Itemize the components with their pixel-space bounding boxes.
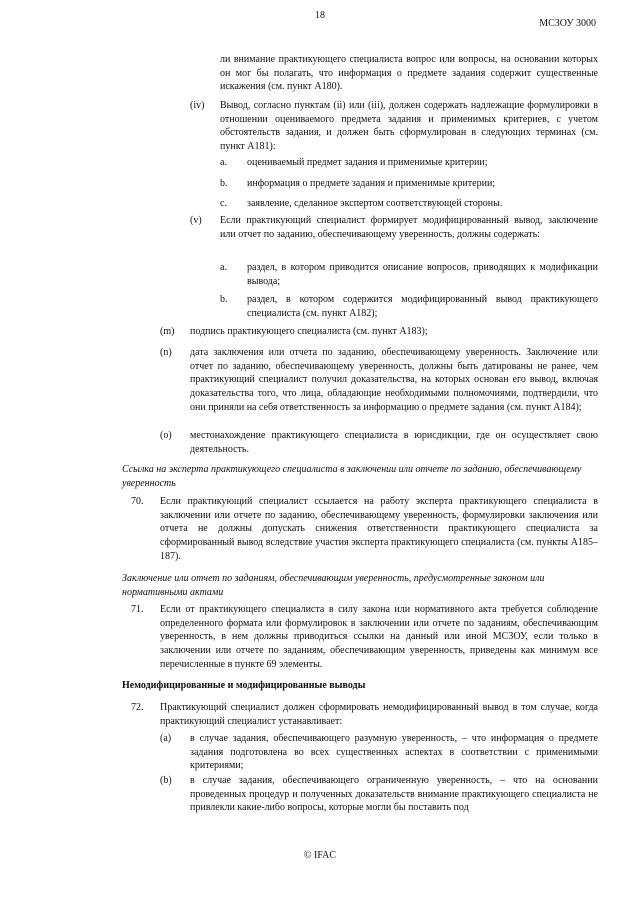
paragraph-70-label: 70. [131, 496, 144, 507]
item-iv-a-text: оцениваемый предмет задания и применимые критерии; [247, 157, 488, 168]
item-v-a-label: a. [220, 262, 227, 273]
paragraph-72b-text: в случае задания, обеспечивающего ограниченную уверенность, – что на основании проведенных процедур и полученных доказательств внимание практикующего специалиста не привлекли какие-либо вопросы, которые могли бы поставить под [190, 775, 598, 814]
item-v-b-label: b. [220, 294, 228, 305]
paragraph-72-label: 72. [131, 702, 144, 713]
section-heading-conclusions: Немодифицированные и модифицированные выводы [122, 680, 366, 691]
item-iv-a-label: a. [220, 157, 227, 168]
continuation-paragraph: ли внимание практикующего специалиста вопрос или вопросы, на основании которых он мог бы полагать, что информация о предмете задания содержит существенные искажения (см. пункт A180). [220, 54, 598, 93]
item-o-text: местонахождение практикующего специалиста в юрисдикции, где он осуществляет свою деятельность. [190, 430, 598, 455]
paragraph-72b-label: (b) [160, 775, 172, 786]
item-iv-c-text: заявление, сделанное экспертом соответствующей стороны. [247, 198, 503, 209]
paragraph-70-text: Если практикующий специалист ссылается на работу эксперта практикующего специалиста в заключении или отчете по заданию, обеспечивающему уверенность, формулировки заключения или отчета не должны допускать снижения ответственности практикующего специалиста за сформированный вывод вследствие участия эксперта практикующего специалиста (см. пункты A185–187). [160, 496, 598, 562]
page-number: 18 [315, 10, 325, 21]
item-v-text: Если практикующий специалист формирует модифицированный вывод, заключение или отчет по заданию, обеспечивающему уверенность, должны содержать: [220, 215, 598, 240]
item-m-text: подпись практикующего специалиста (см. пункт A183); [190, 326, 428, 337]
item-iv-label: (iv) [190, 100, 205, 111]
item-v-b-text: раздел, в котором содержится модифицированный вывод практикующего специалиста (см. пункт A182); [247, 294, 598, 319]
document-code: МСЗОУ 3000 [539, 18, 596, 29]
item-iv-b-text: информация о предмете задания и применимые критерии; [247, 178, 496, 189]
section-heading-regulatory-reports: Заключение или отчет по заданиям, обеспечивающим уверенность, предусмотренные законом или нормативными актами [122, 573, 545, 598]
paragraph-72-text: Практикующий специалист должен сформировать немодифицированный вывод в том случае, когда практикующий специалист устанавливает: [160, 702, 598, 727]
paragraph-72a-text: в случае задания, обеспечивающего разумную уверенность, – что информация о предмете задания подготовлена во всех существенных аспектах в соответствии с применимыми критериями; [190, 733, 598, 772]
footer-copyright: © IFAC [303, 850, 337, 861]
item-iv-b-label: b. [220, 178, 228, 189]
item-iv-c-label: c. [220, 198, 227, 209]
paragraph-71-text: Если от практикующего специалиста в силу закона или нормативного акта требуется соблюдение определенного формата или формулировок в заключении или отчете по заданиям, обеспечивающим уверенность, в нем должны приводиться ссылки на данный или иной МСЗОУ, если только в заключении или отчете по заданиям, обеспечивающим уверенность, приведены как минимум все перечисленные в пункте 69 элементы. [160, 604, 598, 670]
item-v-a-text: раздел, в котором приводится описание вопросов, приводящих к модификации вывода; [247, 262, 598, 287]
item-v-label: (v) [190, 215, 202, 226]
item-m-label: (m) [160, 326, 175, 337]
item-o-label: (o) [160, 430, 172, 441]
paragraph-71-label: 71. [131, 604, 144, 615]
item-n-text: дата заключения или отчета по заданию, обеспечивающему уверенность. Заключение или отчет по заданию, обеспечивающему уверенность, должны быть датированы не ранее, чем практикующий специалист получил доказательства, на которых основан его вывод, включая доказательства того, что лица, обладающие необходимыми полномочиями, подтвердили, что они приняли на себя ответственность за информацию о предмете задания (см. пункт A184); [190, 347, 598, 413]
item-n-label: (n) [160, 347, 172, 358]
section-heading-expert-reference: Ссылка на эксперта практикующего специалиста в заключении или отчете по заданию, обеспечивающему уверенность [122, 464, 582, 489]
paragraph-72a-label: (a) [160, 733, 172, 744]
item-iv-text: Вывод, согласно пунктам (ii) или (iii), должен содержать надлежащие формулировки в отношении оцениваемого предмета задания и применимых критериев, с учетом обстоятельств задания, и должен быть сформулирован в следующих терминах (см. пункт A181): [220, 100, 598, 153]
